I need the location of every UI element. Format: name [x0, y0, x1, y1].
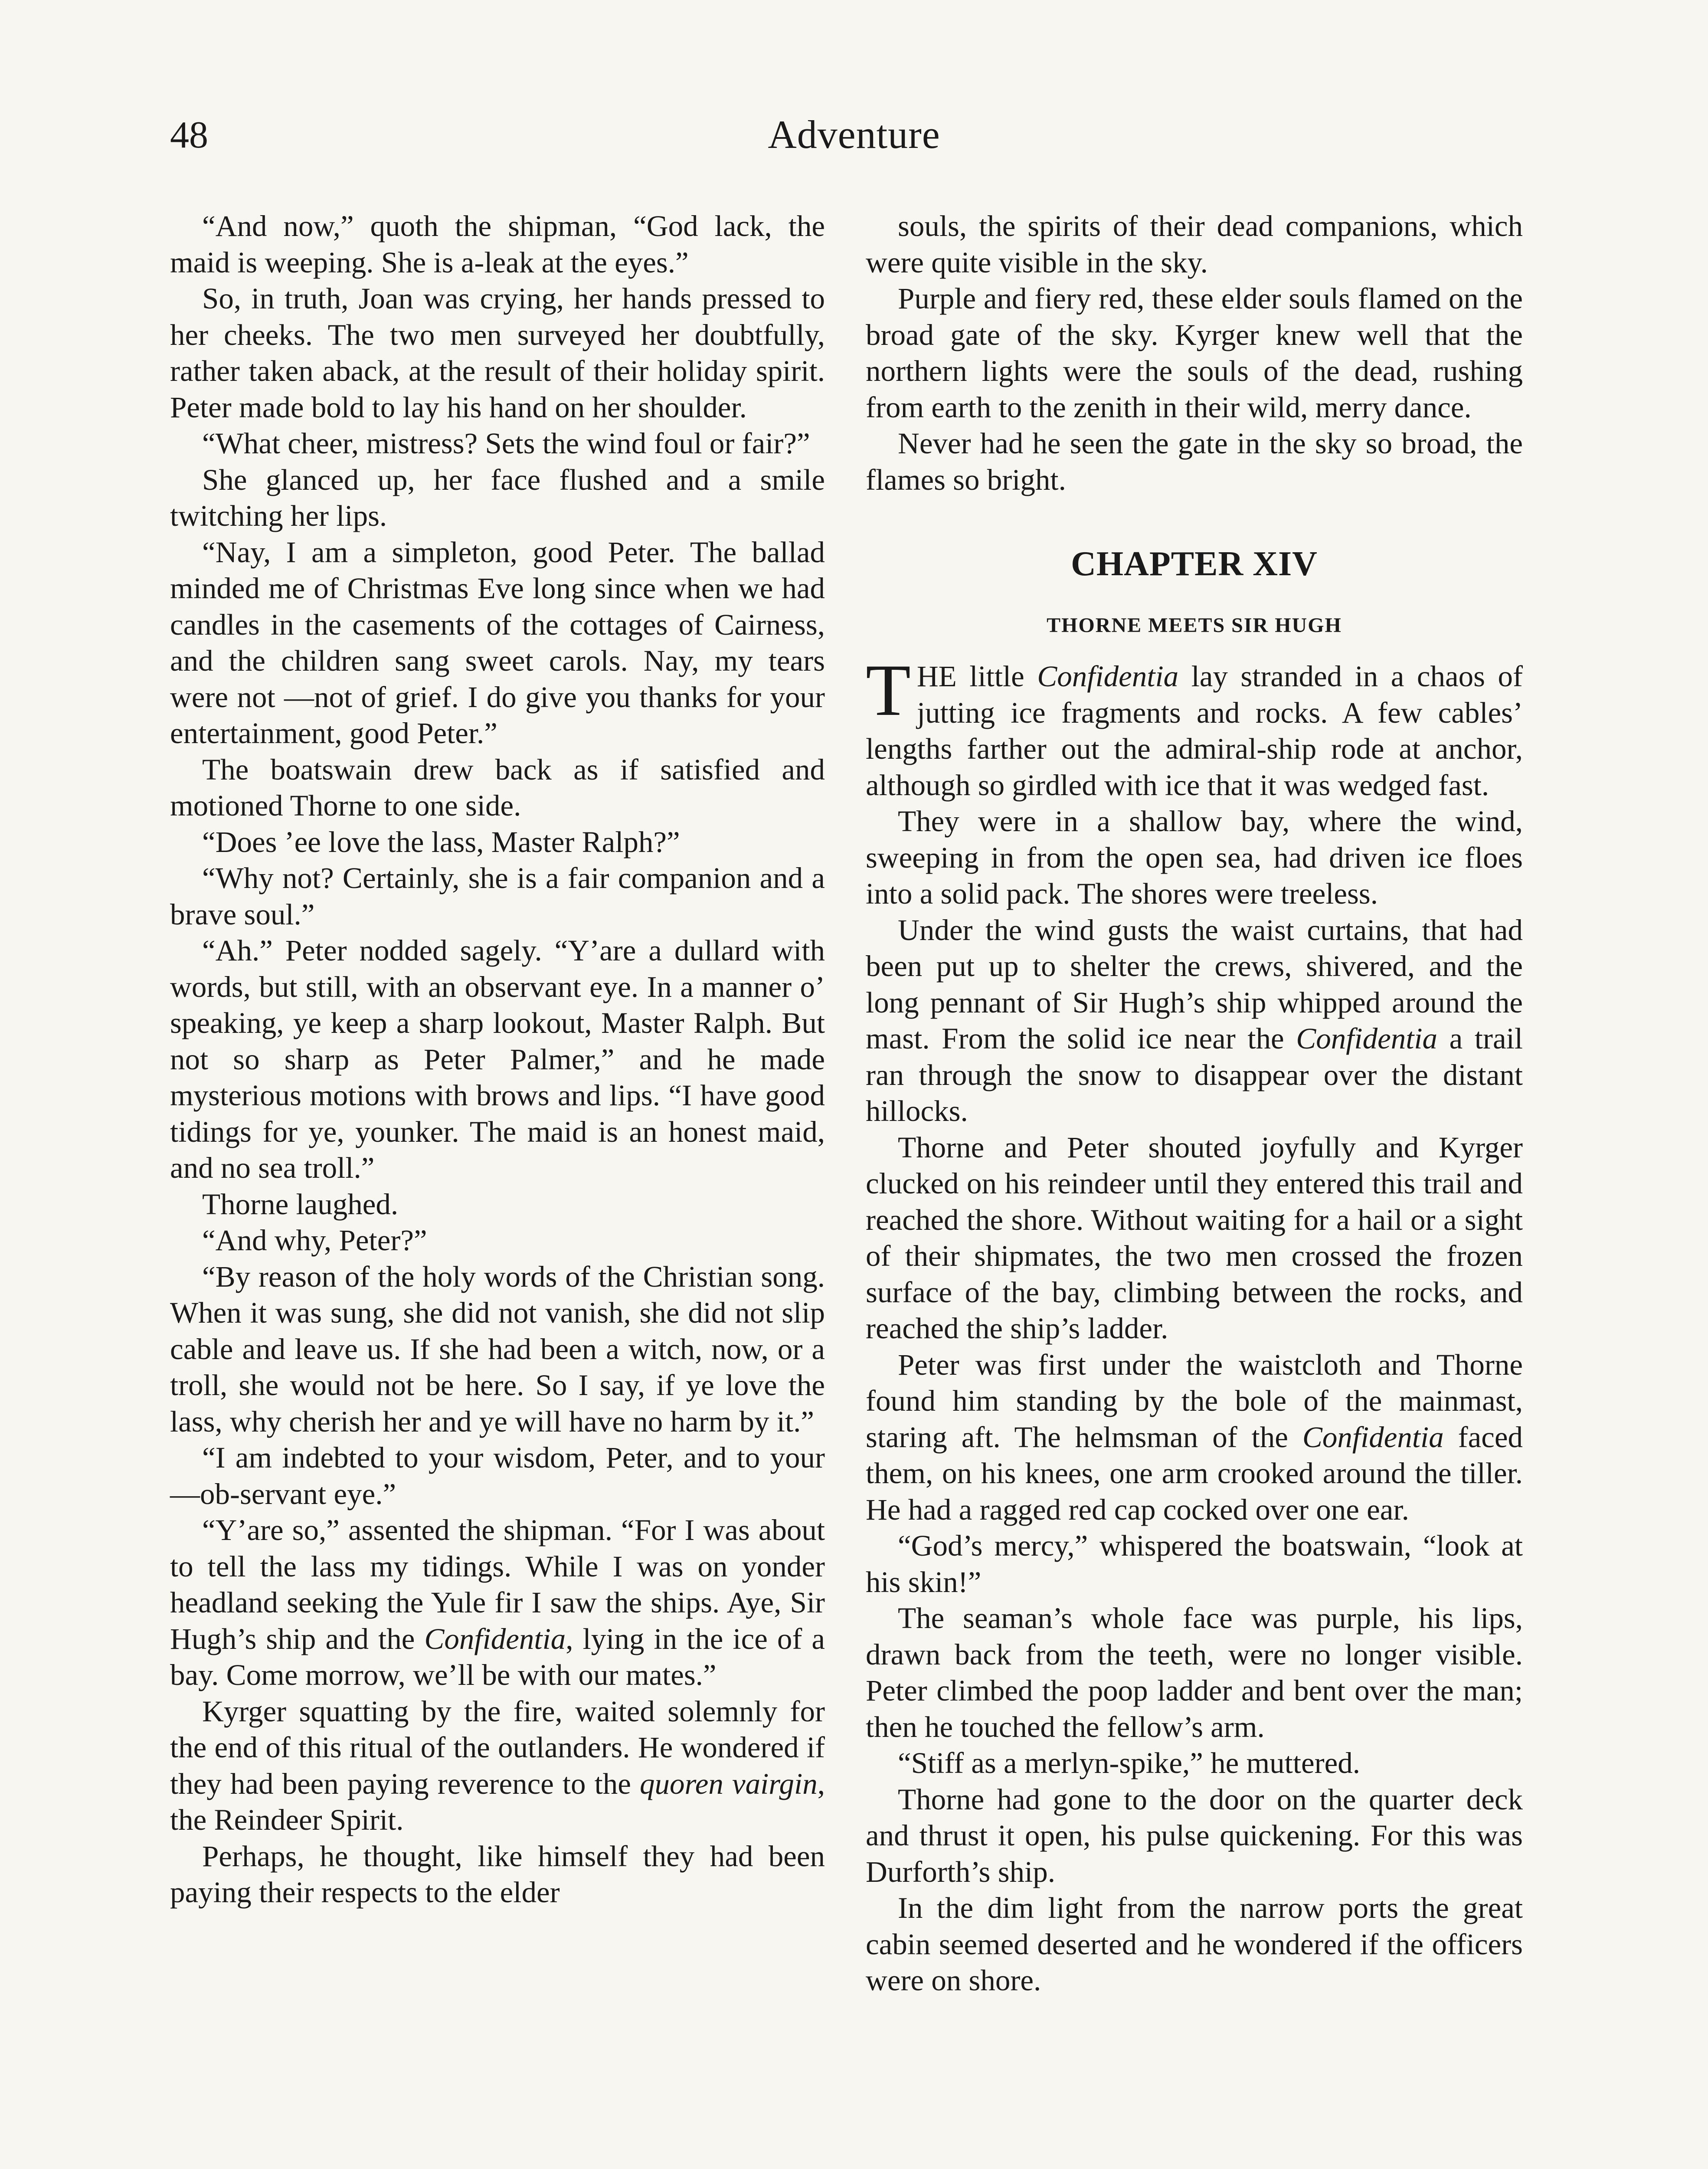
paragraph: “And now,” quoth the shipman, “God lack, the maid is weeping. She is a-leak at the eyes.” [170, 210, 825, 279]
drop-cap: T [866, 649, 911, 731]
paragraph: “God’s mercy,” whispered the boatswain, “look at his skin!” [866, 1529, 1523, 1599]
paragraph: Never had he seen the gate in the sky so broad, the flames so bright. [866, 427, 1523, 496]
paragraph: In the dim light from the narrow ports the great cabin seemed deserted and he wondered if the officers were on shore. [866, 1891, 1523, 1997]
paragraph: Kyrger squatting by the fire, waited solemnly for the end of this ritual of the outlanders. He wondered if they had been paying reverence to the quoren vairgin, the Reindeer Spirit. [170, 1694, 825, 1836]
chapter-subtitle: THORNE MEETS SIR HUGH [1047, 614, 1342, 637]
paragraph: “Why not? Certainly, she is a fair companion and a brave soul.” [170, 862, 825, 931]
paragraph: The seaman’s whole face was purple, his lips, drawn back from the teeth, were no longer visible. Peter climbed the poop ladder and bent over the man; then he touched the fellow’s arm. [866, 1602, 1523, 1743]
paragraph: Perhaps, he thought, like himself they had been paying their respects to the elder [170, 1839, 825, 1909]
right-column [866, 208, 1523, 1999]
paragraph: “I am indebted to your wisdom, Peter, and to your—ob-servant eye.” [170, 1441, 825, 1510]
paragraph: So, in truth, Joan was crying, her hands pressed to her cheeks. The two men surveyed her doubtfully, rather taken aback, at the result of their holiday spirit. Peter made bold to lay his hand on her shoulder. [170, 282, 825, 424]
paragraph: “Nay, I am a simpleton, good Peter. The ballad minded me of Christmas Eve long since when we had candles in the casements of the cottages of Cairness, and the children sang sweet carols. Nay, my tears were not —not of grief. I do give you thanks for your entertainment, good Peter.” [170, 535, 825, 750]
paragraph: “Stiff as a merlyn-spike,” he muttered. [898, 1746, 1360, 1779]
chapter-heading: CHAPTER XIV [1071, 545, 1318, 583]
paragraph: “What cheer, mistress? Sets the wind foul or fair?” [202, 427, 810, 460]
page-number: 48 [170, 114, 208, 156]
paragraph: souls, the spirits of their dead companions, which were quite visible in the sky. [866, 210, 1523, 279]
paragraph: “Ah.” Peter nodded sagely. “Y’are a dullard with words, but still, with an observant eye. In a manner o’ speaking, ye keep a sharp lookout, Master Ralph. But not so sharp as Peter Palmer,” and he made mysterious motions with brows and lips. “I have good tidings for ye, younker. The maid is an honest maid, and no sea troll.” [170, 934, 825, 1184]
paragraph: “And why, Peter?” [202, 1224, 427, 1257]
paragraph: Purple and fiery red, these elder souls flamed on the broad gate of the sky. Kyrger knew well that the northern lights were the souls of the dead, rushing from earth to the zenith in their wild, merry dance. [866, 282, 1523, 424]
paragraph: “Does ’ee love the lass, Master Ralph?” [202, 825, 680, 858]
paragraph: “Y’are so,” assented the shipman. “For I was about to tell the lass my tidings. While I was on yonder headland seeking the Yule fir I saw the ships. Aye, Sir Hugh’s ship and the Confidentia, lying in the ice of a bay. Come morrow, we’ll be with our mates.” [170, 1514, 825, 1691]
paragraph: Thorne had gone to the door on the quarter deck and thrust it open, his pulse quickening. For this was Durforth’s ship. [866, 1782, 1523, 1888]
paragraph: Peter was first under the waistcloth and Thorne found him standing by the bole of the mainmast, staring aft. The helmsman of the Confidentia faced them, on his knees, one arm crooked around the tiller. He had a ragged red cap cocked over one ear. [866, 1348, 1523, 1526]
paragraph: Under the wind gusts the waist curtains, that had been put up to shelter the crews, shivered, and the long pennant of Sir Hugh’s ship whipped around the mast. From the solid ice near the Confidentia a trail ran through the snow to disappear over the distant hillocks. [866, 913, 1523, 1127]
paragraph: Thorne laughed. [202, 1187, 399, 1221]
chapter-first-paragraph [866, 649, 1523, 803]
paragraph: She glanced up, her face flushed and a smile twitching her lips. [170, 463, 825, 532]
chapter-first-text: HE little Confidentia lay stranded in a chaos of jutting ice fragments and rocks. A few cables’ lengths farther out the admiral-ship rode at anchor, although so girdled with ice that it was wedged fast. [866, 660, 1523, 802]
paragraph: “By reason of the holy words of the Christian song. When it was sung, she did not vanish, she did not slip cable and leave us. If she had been a witch, now, or a troll, she would not be here. So I say, if ye love the lass, why cherish her and ye will have no harm by it.” [170, 1260, 825, 1438]
paragraph: They were in a shallow bay, where the wind, sweeping in from the open sea, had driven ice floes into a solid pack. The shores were treeless. [866, 805, 1523, 910]
left-column [170, 208, 825, 1911]
running-head: Adventure [768, 112, 940, 157]
paragraph: Thorne and Peter shouted joyfully and Kyrger clucked on his reindeer until they entered this trail and reached the shore. Without waiting for a hail or a sight of their shipmates, the two men crossed the frozen surface of the bay, climbing between the rocks, and reached the ship’s ladder. [866, 1130, 1523, 1345]
paragraph: The boatswain drew back as if satisfied and motioned Thorne to one side. [170, 753, 825, 822]
